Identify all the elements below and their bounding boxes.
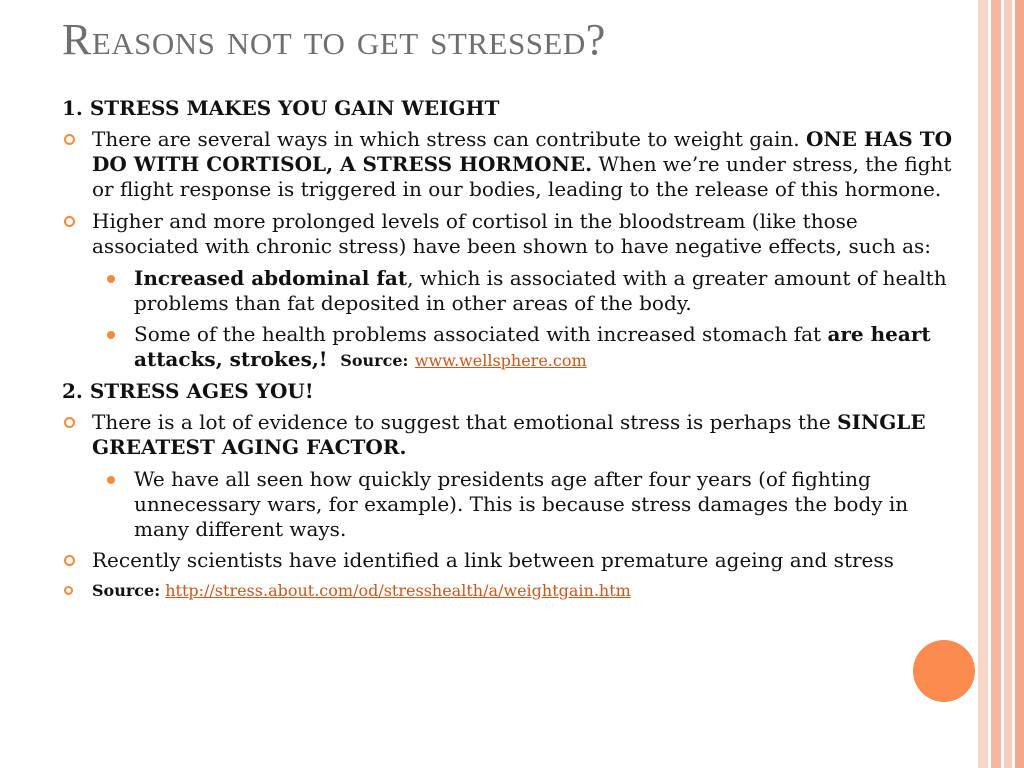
bullet-aging-factor: There is a lot of evidence to suggest that emotional stress is perhaps the SINGLE GREATEST AGING FACTOR. <box>62 410 967 460</box>
decorative-side-stripes <box>978 0 1024 768</box>
source-label: Source: <box>92 581 161 600</box>
sub-bullet-abdominal-fat: Increased abdominal fat, which is associated with a greater amount of health problems than fat deposited in other areas of the body. <box>62 266 967 316</box>
ring-bullet-icon <box>64 555 75 566</box>
ring-bullet-icon <box>64 134 75 145</box>
section-heading-weight: 1. STRESS MAKES YOU GAIN WEIGHT <box>62 96 500 120</box>
ring-bullet-icon <box>64 586 73 595</box>
dot-bullet-icon <box>107 331 115 339</box>
bullet-cortisol: There are several ways in which stress can contribute to weight gain. ONE HAS TO DO WITH CORTISOL, A STRESS HORMONE. When we’re under stress, the fight or flight response is triggered in our bodies, leading to the release of this hormone. <box>62 127 967 202</box>
bullet-premature-ageing: Recently scientists have identified a link between premature ageing and stress <box>62 548 967 573</box>
bullet-source <box>62 580 967 602</box>
dot-bullet-icon <box>107 275 115 283</box>
source-link-about[interactable]: http://stress.about.com/od/stresshealth/a/weightgain.htm <box>165 581 631 600</box>
source-link-wellsphere[interactable]: www.wellsphere.com <box>414 351 587 370</box>
bullet-cortisol-levels: Higher and more prolonged levels of cortisol in the bloodstream (like those associated with chronic stress) have been shown to have negative effects, such as: <box>62 209 967 259</box>
dot-bullet-icon <box>107 476 115 484</box>
slide-title: Reasons not to get stressed? <box>62 15 606 64</box>
slide-content <box>62 96 967 609</box>
source-label: Source: <box>340 351 409 370</box>
sub-bullet-presidents: We have all seen how quickly presidents age after four years (of fighting unnecessary wars, for example). This is because stress damages the body in many different ways. <box>62 467 967 542</box>
ring-bullet-icon <box>64 417 75 428</box>
ring-bullet-icon <box>64 216 75 227</box>
section-heading-aging: 2. STRESS AGES YOU! <box>62 379 314 403</box>
decorative-circle <box>913 640 975 702</box>
sub-bullet-health-problems: Some of the health problems associated with increased stomach fat are heart attacks, strokes,! Source: www.wellsphere.com <box>62 322 967 373</box>
